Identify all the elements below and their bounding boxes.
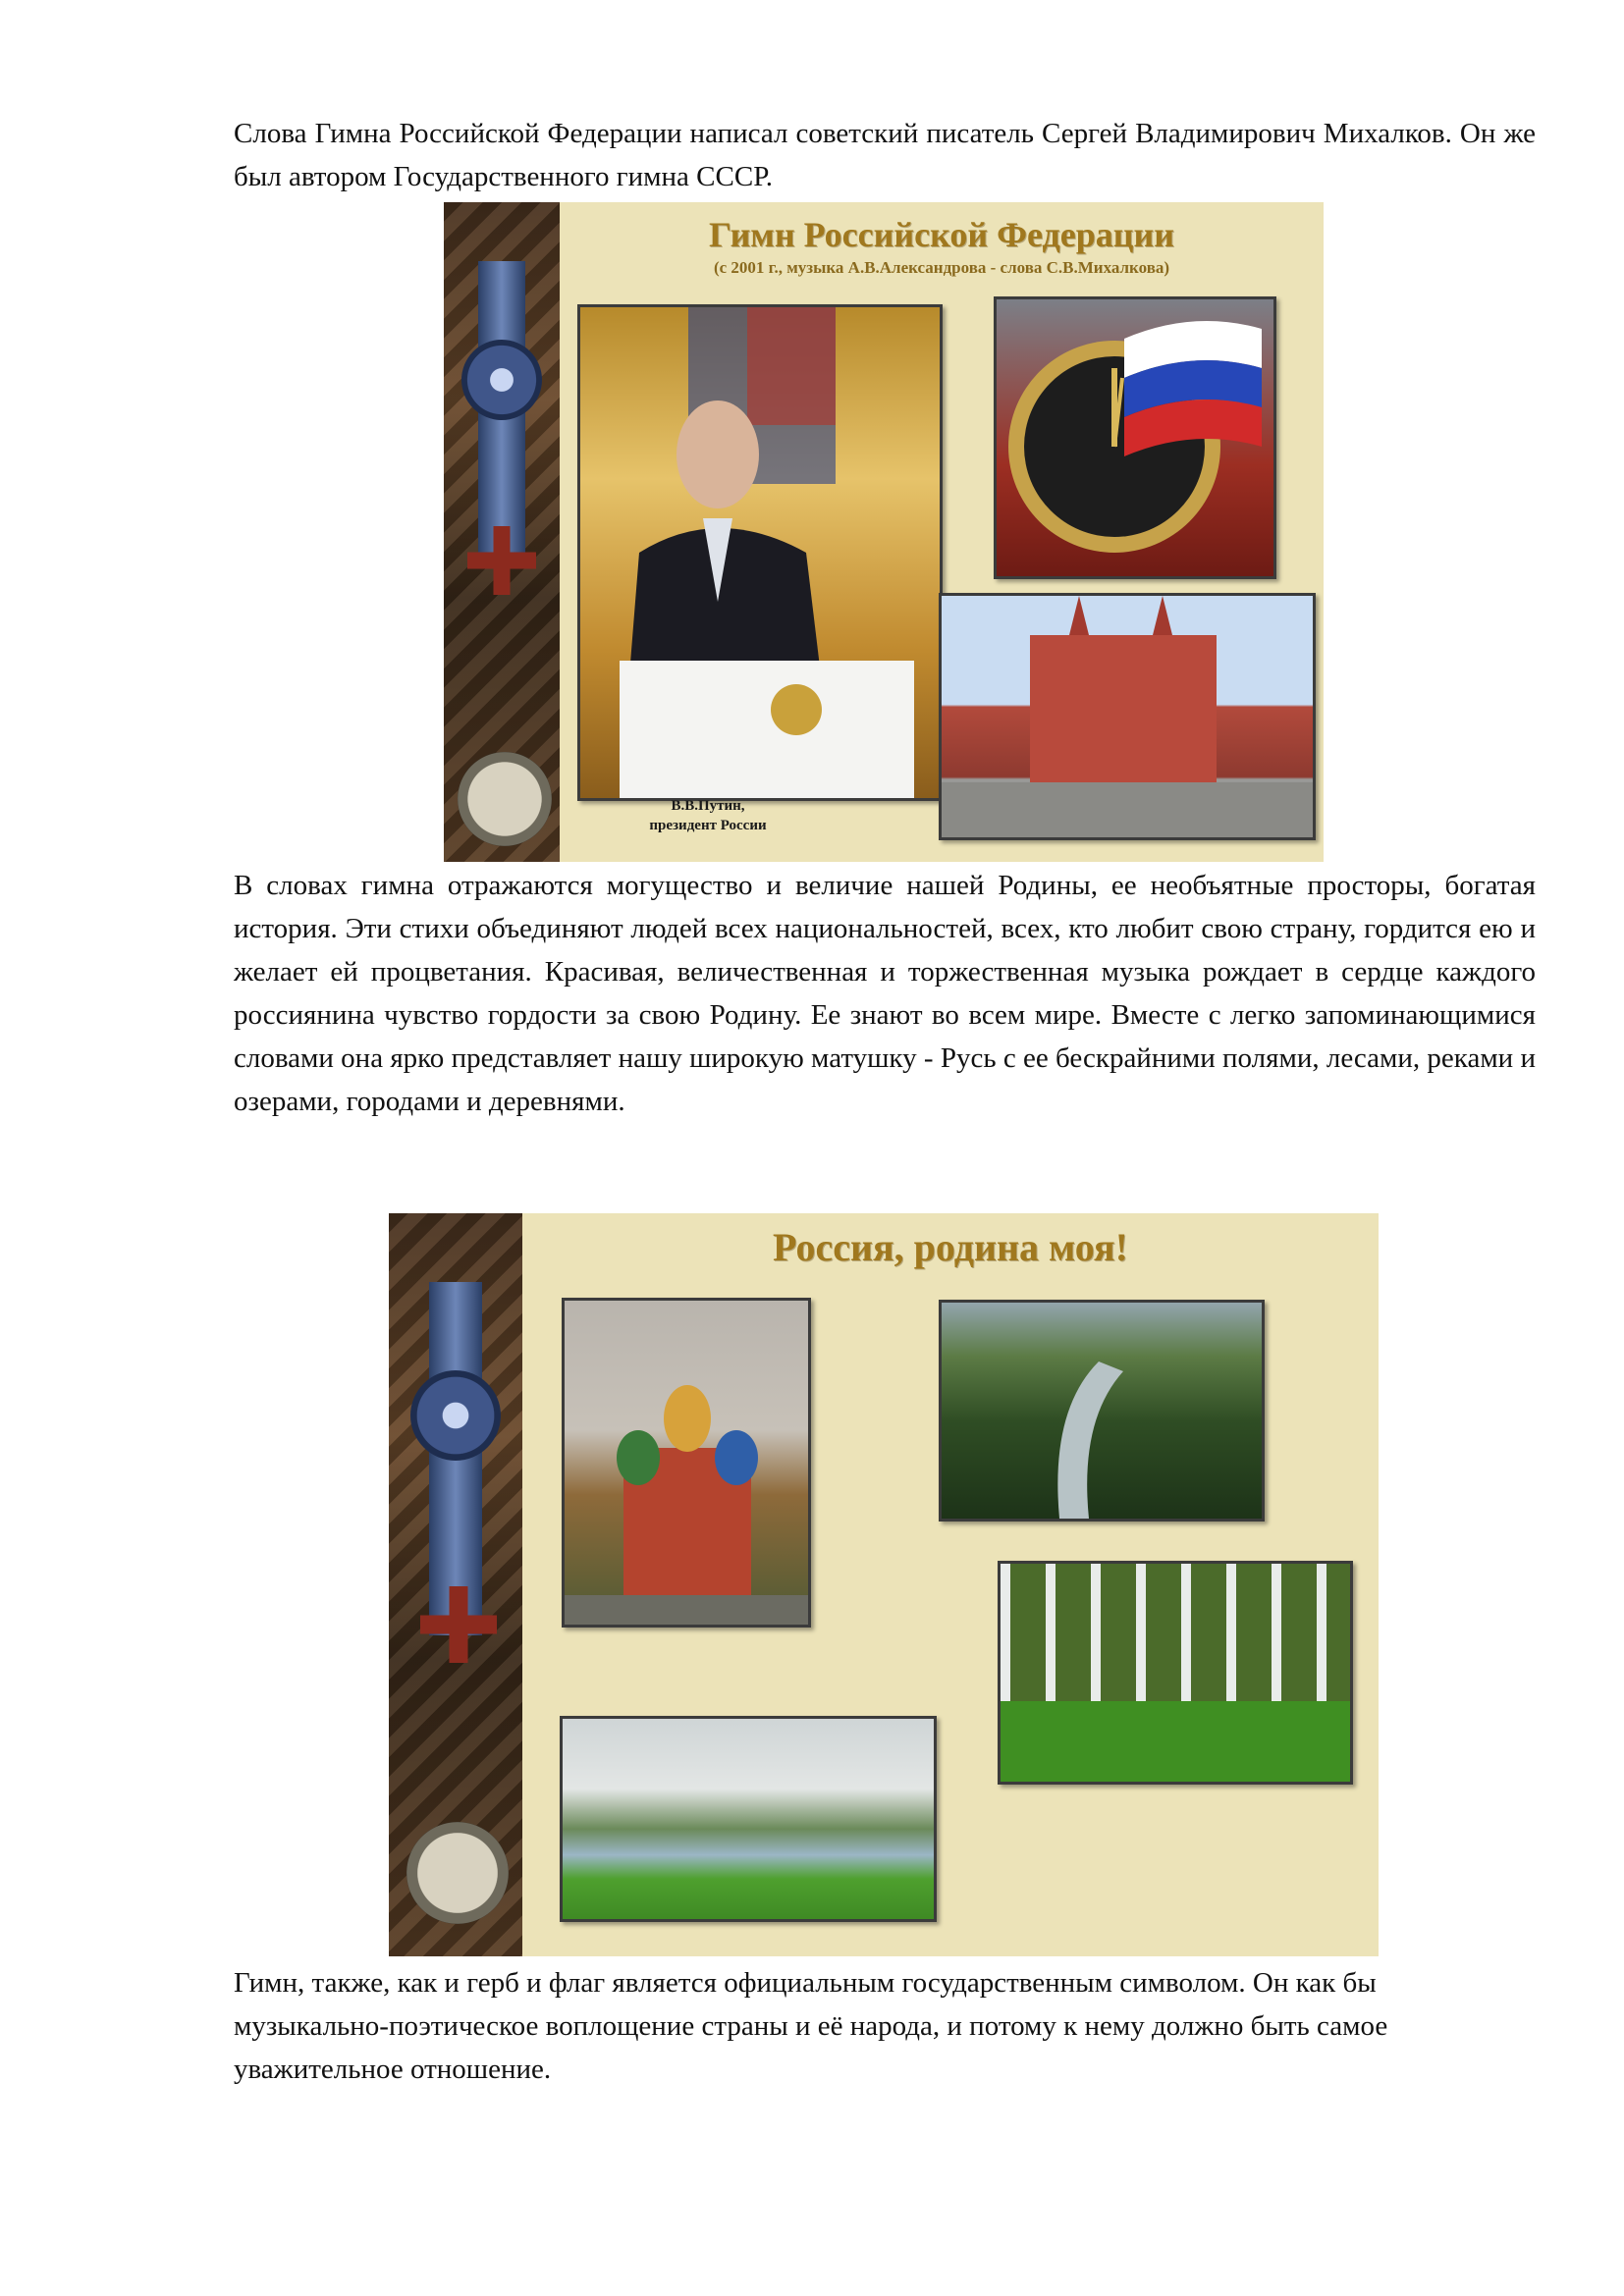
anthem-symbol-paragraph: Гимн, также, как и герб и флаг является официальным государственным символом. Он как бы музыкально-поэтическое воплощение страны и её народа, и потому к нему должно быть самое уважительное отношение.: [234, 1967, 1388, 2085]
medals-decoration: [444, 202, 560, 862]
president-illustration: [580, 307, 940, 798]
cathedral-illustration: [565, 1301, 808, 1625]
medal-icon: [410, 1370, 501, 1461]
slide-title: Гимн Российской Федерации: [709, 215, 1174, 254]
st-basil-cathedral-photo: [562, 1298, 811, 1628]
anthem-meaning-paragraph: В словах гимна отражаются могущество и величие нашей Родины, ее необъятные просторы, богатая история. Эти стихи объединяют людей всех национальностей, всех, кто любит свою страну, гордится ею и желает ей процветания. Красивая, величественная и торжественная музыка рождает в сердце каждого россиянина чувство гордости за свою Родину. Ее знают во всем мире. Вместе с легко запоминающимися словами она ярко представляет нашу широкую матушку - Русь с ее бескрайними полями, лесами, реками и озерами, городами и деревнями.: [234, 870, 1536, 1117]
order-cross-icon: [467, 526, 536, 595]
russia-homeland-slide: [389, 1213, 1379, 1956]
order-cross-icon: [420, 1586, 497, 1663]
intro-paragraph: Слова Гимна Российской Федерации написал советский писатель Сергей Владимирович Михалков. Он же был автором Государственного гимна СССР.: [234, 118, 1536, 192]
birch-illustration: [1001, 1564, 1350, 1782]
birch-grove-photo: [998, 1561, 1353, 1785]
slide-title: Россия, родина моя!: [773, 1225, 1128, 1269]
slide-subtitle: (с 2001 г., музыка А.В.Александрова - слова С.В.Михалкова): [713, 258, 1170, 277]
kremlin-clock-flag-photo: [994, 296, 1276, 579]
anthem-slide: [444, 202, 1324, 862]
historical-museum-photo: [939, 593, 1316, 840]
museum-illustration: [942, 596, 1313, 837]
president-photo: [577, 304, 943, 833]
medals-decoration: [389, 1213, 522, 1956]
countryside-lake-photo: [560, 1716, 937, 1922]
caption-name: В.В.Путин,: [671, 798, 745, 814]
president-caption: [620, 796, 796, 835]
compass-icon: [406, 1822, 509, 1924]
medal-icon: [461, 340, 542, 420]
river-forest-photo: [939, 1300, 1265, 1522]
river-illustration: [942, 1303, 1262, 1519]
clock-flag-illustration: [997, 299, 1273, 576]
caption-title: президент России: [649, 818, 767, 833]
compass-icon: [458, 752, 552, 846]
